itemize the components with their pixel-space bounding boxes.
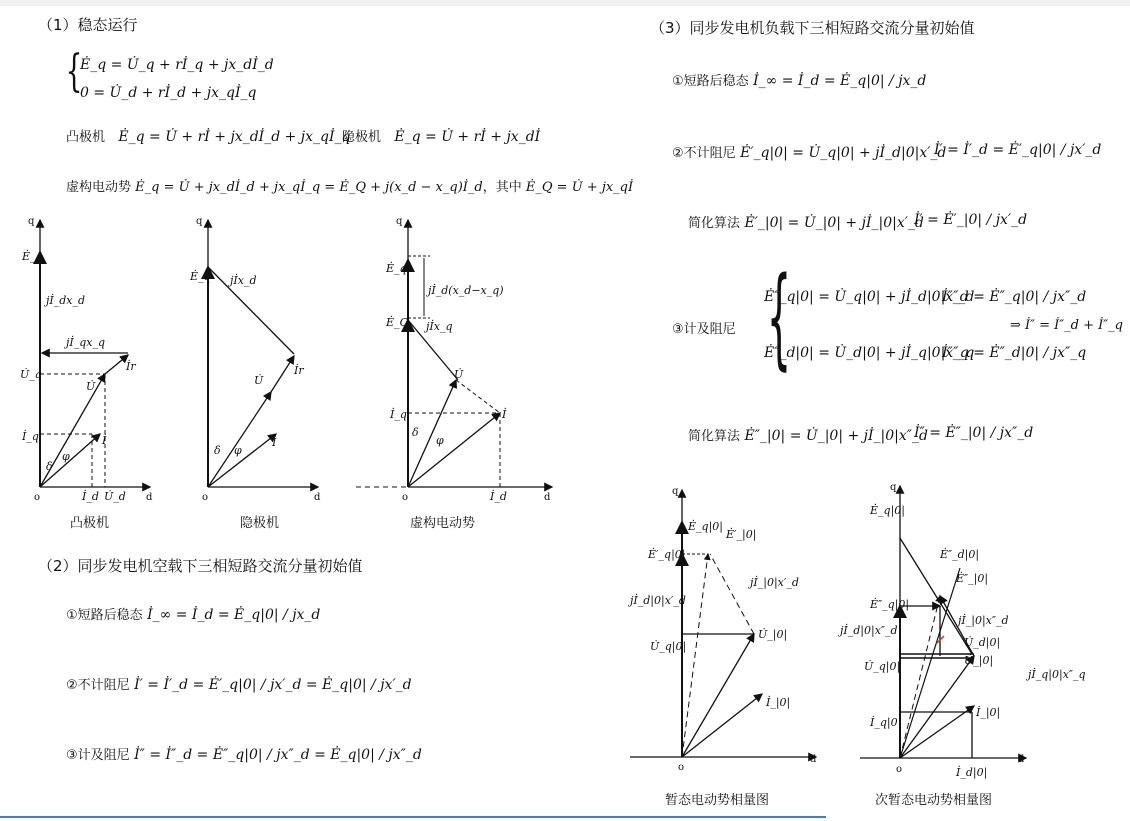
s3-simp1 — [688, 212, 924, 231]
s3-line2-eq: Ė′_q|0| = U̇_q|0| + jİ_d|0|x′_d — [740, 145, 947, 161]
salient-phasor-diagram — [20, 212, 160, 502]
s3-line3 — [672, 318, 736, 337]
fig2-ir: İr — [294, 364, 304, 377]
fig5-d: d — [1018, 754, 1025, 765]
s3-line2 — [672, 142, 946, 161]
fig3-caption: 虚构电动势 — [410, 516, 476, 531]
s2-line1 — [66, 604, 320, 623]
fig5-i0: İ_|0| — [976, 706, 1001, 719]
fig3-u: U̇ — [454, 368, 464, 381]
fig5-eqq0: Ė″_q|0| — [870, 598, 910, 611]
s3-simp2-label: 简化算法 — [688, 429, 741, 444]
fig5-eq0: Ė_q|0| — [870, 504, 905, 517]
s3-line2-label: ②不计阻尼 — [672, 146, 736, 161]
s3-brace: { — [766, 253, 792, 381]
s3-simp2-eq: Ė″_|0| = U̇_|0| + jİ_|0|x″_d — [744, 428, 928, 444]
fig3-eQ: Ė_Q — [386, 316, 409, 329]
fig2-phi: φ — [234, 444, 242, 457]
fig3-jixq: jİx_q — [426, 320, 453, 333]
s3-line1-label: ①短路后稳态 — [672, 74, 749, 89]
round-line — [342, 126, 540, 145]
fig1-delta: δ — [46, 460, 53, 473]
fig2-d: d — [314, 492, 321, 503]
fig3-delta: δ — [412, 426, 419, 439]
fig5-jiq0xq: jİ_q|0|x″_q — [1028, 668, 1086, 681]
fig5-u0: U̇_|0| — [964, 654, 994, 667]
s2-line2 — [66, 674, 412, 693]
fig3-iq: İ_q — [390, 408, 407, 421]
fig1-jidxd: jİ_dx_d — [46, 294, 86, 307]
s3-simp2 — [688, 425, 928, 444]
system-eq-2: 0 = U̇_d + rİ_d + jx_qİ_q — [80, 85, 257, 101]
fig4-o: o — [678, 762, 685, 773]
fig5-id0: İ_d|0| — [956, 766, 988, 779]
fig5-ed0: Ė″_|0| — [956, 572, 989, 585]
fig3-q: q — [396, 216, 403, 227]
s3-line2-eq2: İ′ = İ′_d = Ė′_q|0| / jx′_d — [934, 142, 1102, 158]
virtual-eq2: Ė_Q = U̇ + jx_qİ — [525, 180, 634, 195]
fig3-eq: Ė_q — [386, 262, 407, 275]
round-eq: Ė_q = U̇ + rİ + jx_dİ — [394, 129, 541, 145]
virtual-phasor-diagram — [356, 212, 556, 502]
fig1-caption: 凸极机 — [70, 516, 110, 531]
system-eq-1: Ė_q = U̇_q + rİ_q + jx_dİ_d — [80, 57, 274, 73]
section1-title: （1）稳态运行 — [38, 16, 138, 34]
s3-line3-eqb: Ė″_d|0| = U̇_d|0| + jİ_q|0|x″_q — [764, 345, 975, 361]
fig2-q: q — [196, 216, 203, 227]
fig4-uq0: U̇_q|0| — [650, 640, 687, 653]
fig5-ud0: U̇_d|0| — [964, 636, 1001, 649]
fig5-edd0: Ė″_d|0| — [940, 548, 980, 561]
fig3-d: d — [544, 492, 551, 503]
salient-label: 凸极机 — [66, 130, 106, 145]
subtransient-phasor-diagram — [840, 478, 1086, 779]
fig1-ud: U̇_d — [104, 490, 126, 503]
s3-simp1-label: 简化算法 — [688, 216, 741, 231]
fig5-ji0xd: jİ_|0|x″_d — [958, 614, 1009, 627]
s3-line3-eqb2: İ″_q = Ė″_d|0| / jx″_q — [942, 345, 1087, 361]
s2-line3 — [66, 744, 422, 763]
fig1-jiqxq: jİ_qx_q — [66, 336, 106, 349]
s3-line3-eqa: Ė″_q|0| = U̇_q|0| + jİ_d|0|x″_d — [764, 289, 975, 305]
salient-eq: Ė_q = U̇ + rİ + jx_dİ_d + jx_qİ_q — [118, 129, 351, 145]
round-label: 隐极机 — [342, 130, 382, 145]
fig1-id: İ_d — [82, 490, 99, 503]
fig5-caption: 次暂态电动势相量图 — [875, 793, 993, 808]
fig3-jid: jİ_d(x_d−x_q) — [428, 284, 504, 297]
salient-line — [66, 126, 350, 145]
fig2-i: İ — [272, 436, 277, 449]
fig5-uq0: U̇_q|0| — [864, 660, 901, 673]
fig4-q: q — [672, 486, 679, 497]
fig2-eq: Ė_q — [190, 270, 211, 283]
fig3-o: o — [402, 492, 409, 503]
fig2-u: U̇ — [254, 374, 264, 387]
s3-simp1-eq2: İ′ = Ė′_|0| / jx′_d — [914, 212, 1028, 228]
round-phasor-diagram — [186, 212, 326, 502]
fig4-ep0: Ė′_|0| — [726, 528, 757, 541]
top-strip — [0, 0, 1130, 6]
fig5-iq0: İ_q|0| — [870, 716, 902, 729]
s2-line2-eq: İ′ = İ′_d = Ė′_q|0| / jx′_d = Ė_q|0| / jx′_d — [134, 677, 412, 693]
s2-line2-label: ②不计阻尼 — [66, 678, 130, 693]
fig4-caption: 暂态电动势相量图 — [665, 793, 770, 808]
fig1-d: d — [146, 492, 153, 503]
virtual-eq: Ė_q = U̇ + jx_dİ_d + jx_qİ_q = Ė_Q + j(x_d − x_q)İ_d — [135, 180, 483, 195]
fig2-jixd: jİx_d — [230, 274, 257, 287]
fig3-phi: φ — [436, 434, 444, 447]
fig5-jid0xd: jİ_d|0|x″_d — [840, 624, 898, 637]
fig1-o: o — [34, 492, 41, 503]
fig5-q: q — [890, 482, 897, 493]
fig2-caption: 隐极机 — [240, 516, 280, 531]
fig4-epq0: Ė′_q|0| — [648, 548, 686, 561]
system-brace: { — [65, 46, 83, 97]
s2-line3-eq: İ″ = İ″_d = Ė″_q|0| / jx″_d = Ė_q|0| / jx″_d — [134, 747, 422, 763]
s3-line1 — [672, 70, 926, 89]
virtual-line — [66, 176, 633, 195]
fig1-ir: İr — [126, 360, 136, 373]
virtual-where: ，其中 — [482, 180, 522, 195]
fig1-i: İ — [102, 434, 107, 447]
fig3-i: İ — [502, 408, 507, 421]
s3-line1-eq: İ_∞ = İ_d = Ė_q|0| / jx_d — [753, 73, 927, 89]
section3-title: （3）同步发电机负载下三相短路交流分量初始值 — [650, 19, 975, 37]
bottom-divider — [0, 816, 826, 818]
transient-phasor-diagram — [630, 482, 830, 772]
fig1-uq: U̇_q — [20, 368, 42, 381]
section2-title: （2）同步发电机空载下三相短路交流分量初始值 — [38, 557, 363, 575]
fig4-eq0: Ė_q|0| — [688, 520, 723, 533]
s2-line3-label: ③计及阻尼 — [66, 748, 130, 763]
fig5-o: o — [896, 764, 903, 775]
fig4-ji0xd: jİ_|0|x′_d — [750, 576, 799, 589]
s3-line3-eqa2: İ″_d = Ė″_q|0| / jx″_d — [942, 289, 1087, 305]
fig1-eq: Ė_q — [22, 250, 43, 263]
fig4-i0: İ_|0| — [766, 696, 791, 709]
s3-simp1-eq: Ė′_|0| = U̇_|0| + jİ_|0|x′_d — [744, 215, 924, 231]
virtual-label: 虚构电动势 — [66, 180, 132, 195]
fig1-iq: İ_q — [22, 430, 39, 443]
fig1-phi: φ — [62, 450, 70, 463]
fig3-id: İ_d — [490, 490, 507, 503]
s2-line1-eq: İ_∞ = İ_d = Ė_q|0| / jx_d — [147, 607, 321, 623]
fig2-o: o — [202, 492, 209, 503]
s2-line1-label: ①短路后稳态 — [66, 608, 143, 623]
s3-line3-label: ③计及阻尼 — [672, 322, 736, 337]
fig1-u: U̇ — [86, 380, 96, 393]
fig1-q: q — [28, 216, 35, 227]
fig2-delta: δ — [214, 444, 221, 457]
s3-line3-result: ⇒ İ″ = İ″_d + İ″_q — [1010, 318, 1123, 333]
fig4-d: d — [810, 754, 817, 765]
fig4-jid0xd: jİ_d|0|x′_d — [630, 594, 686, 607]
s3-simp2-eq2: İ″ = Ė″_|0| / jx″_d — [914, 425, 1034, 441]
fig4-u0: U̇_|0| — [758, 628, 788, 641]
